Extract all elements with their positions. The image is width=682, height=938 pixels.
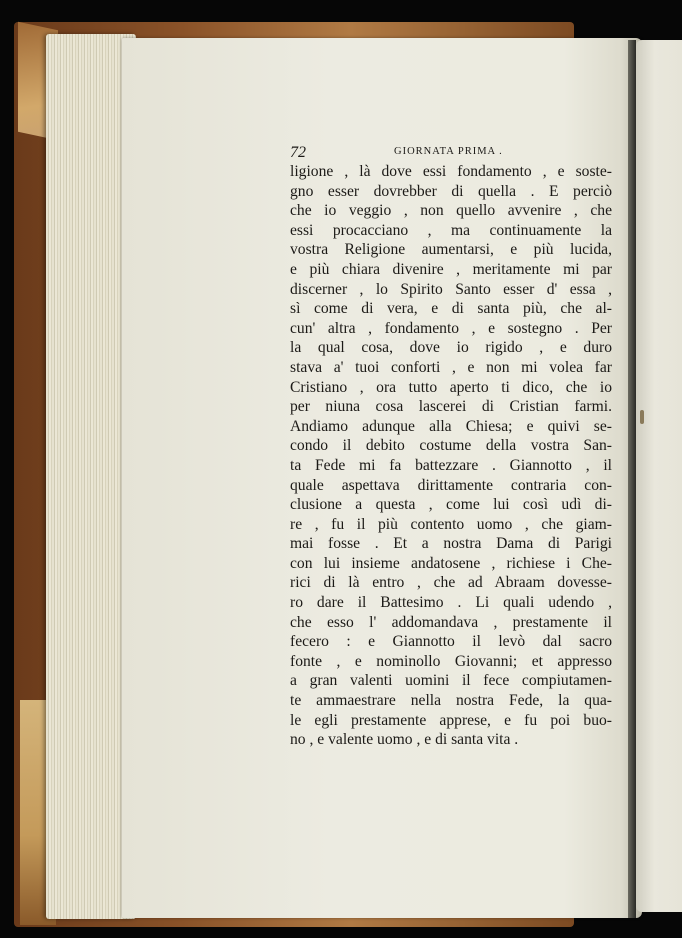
text-line: ro dare il Battesimo . Li quali udendo , [290,594,612,612]
book-gutter [628,40,636,918]
text-line: stava a' tuoi conforti , e non mi volea far [290,358,612,376]
text-line: condo il debito costume della vostra San- [290,437,612,455]
text-line: sì come di vera, e di santa più, che al- [290,300,612,318]
body-text [290,162,612,750]
text-line: cun' altra , fondamento , e sostegno . Per [290,319,612,337]
running-head [290,142,612,162]
page-number: 72 [290,144,306,161]
text-line: rici di là entro , che ad Abraam dovesse- [290,574,612,592]
facing-page-mark [640,410,644,424]
text-line: le egli prestamente apprese, e fu poi buo- [290,711,612,729]
text-line: e più chiara divenire , meritamente mi par [290,260,612,278]
text-line: clusione a questa , come lui così udì di- [290,496,612,514]
running-head-title: GIORNATA PRIMA . [394,146,503,157]
text-line: re , fu il più contento uomo , che giam- [290,515,612,533]
text-line: fonte , e nominollo Giovanni; et appresso [290,652,612,670]
text-line: Cristiano , ora tutto aperto ti dico, che io [290,378,612,396]
text-line: Andiamo adunque alla Chiesa; e quivi se- [290,417,612,435]
text-line: la qual cosa, dove io rigido , e duro [290,339,612,357]
text-line: te ammaestrare nella nostra Fede, la qua- [290,692,612,710]
facing-page [636,40,682,912]
text-line: con lui insieme andatosene , richiese i Che- [290,554,612,572]
text-line: che io veggio , non quello avvenire , che [290,202,612,220]
text-line: che esso l' addomandava , prestamente il [290,613,612,631]
text-line: essi procacciano , ma continuamente la [290,221,612,239]
text-line: mai fosse . Et a nostra Dama di Parigi [290,535,612,553]
text-line: no , e valente uomo , e di santa vita . [290,731,519,749]
text-line: quale aspettava dirittamente contraria con- [290,476,612,494]
text-block [290,142,612,750]
text-line: vostra Religione aumentarsi, e più lucida, [290,241,612,259]
text-line: discerner , lo Spirito Santo esser d' essa , [290,280,612,298]
text-line: fecero : e Giannotto il levò dal sacro [290,633,612,651]
text-line: gno esser dovrebber di quella . E perciò [290,182,612,200]
text-line: a gran valenti uomini il fece compiutamen- [290,672,612,690]
text-line: ligione , là dove essi fondamento , e soste- [290,163,612,180]
text-line: per niuna cosa lascerei di Cristian farmi. [290,398,612,416]
text-line: ta Fede mi fa battezzare . Giannotto , il [290,456,612,474]
